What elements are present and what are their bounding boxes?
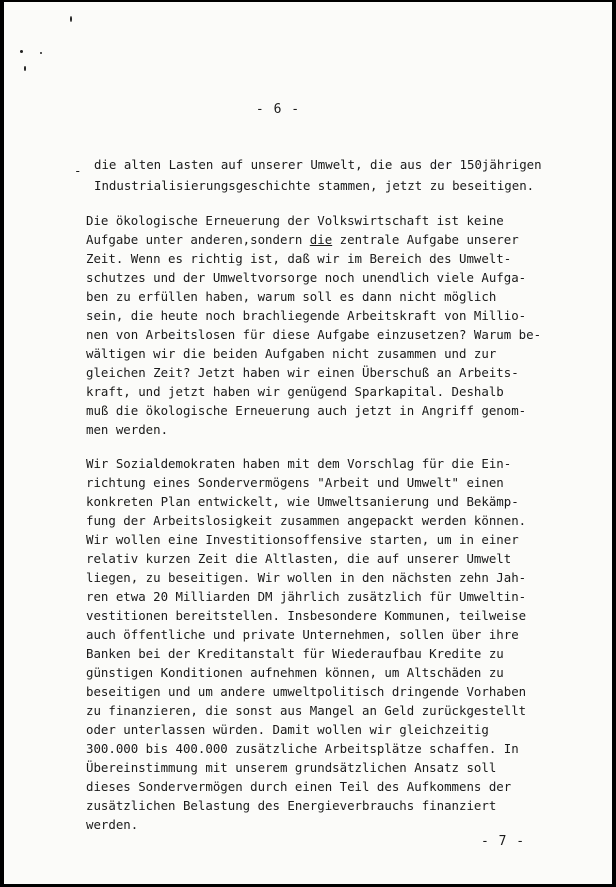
paragraph-2-line: auch öffentliche und private Unternehmen, sollen über ihre bbox=[86, 627, 519, 642]
scan-speck bbox=[40, 52, 42, 54]
paragraph-2-line: ren etwa 20 Milliarden DM jährlich zusätzlich für Umweltin- bbox=[86, 589, 527, 604]
paragraph-2-line: günstigen Konditionen aufnehmen können, um Altschäden zu bbox=[86, 665, 504, 680]
next-page-marker: - 7 - bbox=[481, 834, 526, 849]
bullet-line: Industrialisierungsgeschichte stammen, jetzt zu beseitigen. bbox=[94, 178, 535, 193]
text-run: Aufgabe unter anderen,sondern bbox=[86, 232, 310, 247]
paragraph-1-line: wältigen wir die beiden Aufgaben nicht zusammen und zur bbox=[86, 346, 497, 361]
paragraph-1-line: sein, die heute noch brachliegende Arbeitskraft von Millio- bbox=[86, 308, 527, 323]
paragraph-1-line: muß die ökologische Erneuerung auch jetzt in Angriff genom- bbox=[86, 403, 527, 418]
paragraph-1-line: kraft, und jetzt haben wir genügend Sparkapital. Deshalb bbox=[86, 384, 504, 399]
paragraph-1-line: schutzes und der Umweltvorsorge noch unendlich viele Aufga- bbox=[86, 270, 527, 285]
paragraph-2-line: zu finanzieren, die sonst aus Mangel an Geld zurückgestellt bbox=[86, 703, 527, 718]
paragraph-2-line: konkreten Plan entwickelt, wie Umweltsanierung und Bekämp- bbox=[86, 494, 519, 509]
emphasized-word: die bbox=[309, 232, 333, 247]
document-page bbox=[4, 2, 612, 884]
paragraph-1-line: gleichen Zeit? Jetzt haben wir einen Überschuß an Arbeits- bbox=[86, 365, 519, 380]
bullet-marker: - bbox=[74, 163, 82, 178]
paragraph-1-line: ben zu erfüllen haben, warum soll es dann nicht möglich bbox=[86, 289, 497, 304]
paragraph-2-line: Übereinstimmung mit unserem grundsätzlichen Ansatz soll bbox=[86, 760, 497, 775]
scan-speck bbox=[70, 16, 72, 22]
paragraph-1-line bbox=[86, 234, 519, 246]
paragraph-2-line: werden. bbox=[86, 817, 139, 832]
text-run: zentrale Aufgabe unserer bbox=[332, 232, 519, 247]
paragraph-2-line: dieses Sondervermögen durch einen Teil des Aufkommens der bbox=[86, 779, 512, 794]
paragraph-2-line: Wir Sozialdemokraten haben mit dem Vorschlag für die Ein- bbox=[86, 456, 512, 471]
paragraph-2-line: 300.000 bis 400.000 zusätzliche Arbeitsplätze schaffen. In bbox=[86, 741, 519, 756]
paragraph-1-line: men werden. bbox=[86, 422, 169, 437]
paragraph-1-line: Zeit. Wenn es richtig ist, daß wir im Bereich des Umwelt- bbox=[86, 251, 512, 266]
paragraph-2-line: oder unterlassen würden. Damit wollen wir gleichzeitig bbox=[86, 722, 489, 737]
paragraph-2-line: Banken bei der Kreditanstalt für Wiederaufbau Kredite zu bbox=[86, 646, 504, 661]
bullet-line: die alten Lasten auf unserer Umwelt, die aus der 150jährigen bbox=[94, 157, 542, 172]
paragraph-2-line: zusätzlichen Belastung des Energieverbrauchs finanziert bbox=[86, 798, 497, 813]
paragraph-2-line: vestitionen bereitstellen. Insbesondere Kommunen, teilweise bbox=[86, 608, 527, 623]
paragraph-2-line: liegen, zu beseitigen. Wir wollen in den nächsten zehn Jah- bbox=[86, 570, 527, 585]
paragraph-2-line: richtung eines Sondervermögens "Arbeit und Umwelt" einen bbox=[86, 475, 504, 490]
paragraph-2-line: fung der Arbeitslosigkeit zusammen angepackt werden können. bbox=[86, 513, 527, 528]
page-number: - 6 - bbox=[255, 102, 301, 117]
paragraph-1-line: nen von Arbeitslosen für diese Aufgabe einzusetzen? Warum be- bbox=[86, 327, 542, 342]
paragraph-2-line: relativ kurzen Zeit die Altlasten, die auf unserer Umwelt bbox=[86, 551, 512, 566]
paragraph-2-line: beseitigen und um andere umweltpolitisch dringende Vorhaben bbox=[86, 684, 527, 699]
paragraph-2-line: Wir wollen eine Investitionsoffensive starten, um in einer bbox=[86, 532, 519, 547]
scan-speck bbox=[20, 50, 23, 53]
scan-speck bbox=[24, 66, 26, 71]
paragraph-1-line: Die ökologische Erneuerung der Volkswirtschaft ist keine bbox=[86, 213, 504, 228]
